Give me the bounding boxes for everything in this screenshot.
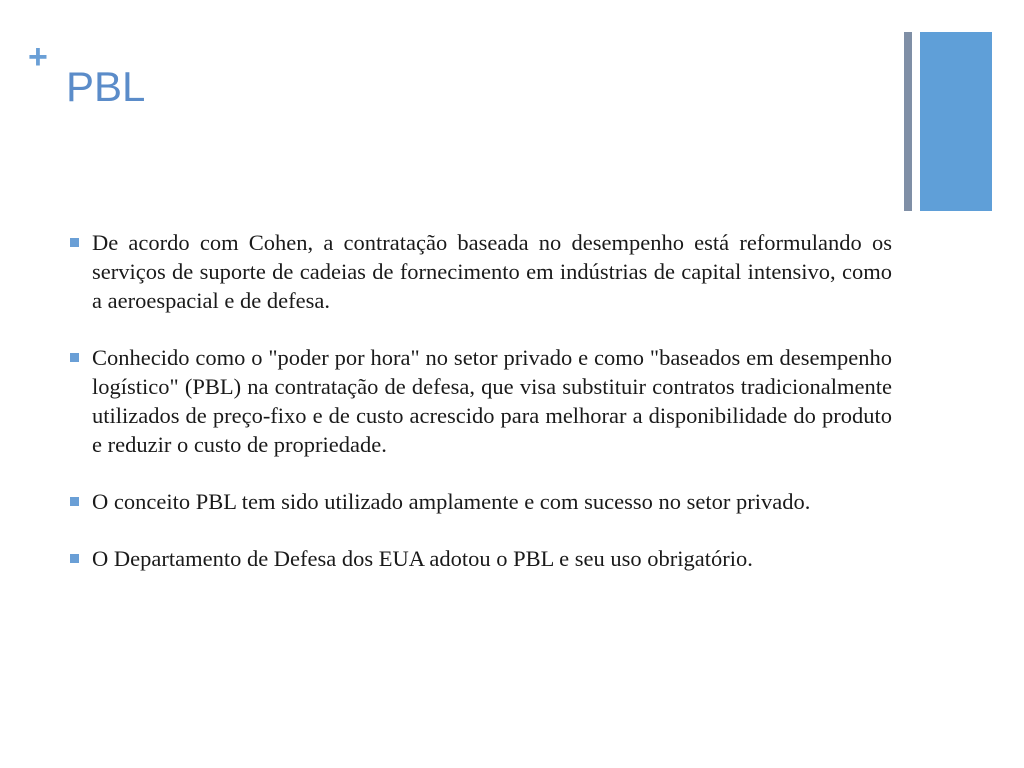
bullet-text: De acordo com Cohen, a contratação baseada no desempenho está reformulando os serviços de suporte de cadeias de fornecimento em indústrias de capital intensivo, como a aeroespacial e de defesa.: [92, 230, 892, 313]
plus-icon: +: [28, 38, 48, 76]
square-bullet-icon: [70, 238, 79, 247]
bullet-item: [68, 487, 892, 516]
bullet-item: [68, 343, 892, 459]
decorative-accent-block: [920, 32, 992, 211]
bullet-text: O conceito PBL tem sido utilizado amplamente e com sucesso no setor privado.: [92, 489, 811, 514]
slide-title: PBL: [66, 63, 146, 110]
bullet-list: [68, 228, 892, 601]
bullet-text: O Departamento de Defesa dos EUA adotou o PBL e seu uso obrigatório.: [92, 546, 753, 571]
square-bullet-icon: [70, 353, 79, 362]
bullet-item: [68, 544, 892, 573]
bullet-item: [68, 228, 892, 315]
bullet-text: Conhecido como o "poder por hora" no setor privado e como "baseados em desempenho logístico" (PBL) na contratação de defesa, que visa substituir contratos tradicionalmente utilizados de preço-fixo e de custo acrescido para melhorar a disponibilidade do produto e reduzir o custo de propriedade.: [92, 345, 892, 457]
decorative-thin-bar: [904, 32, 912, 211]
square-bullet-icon: [70, 497, 79, 506]
square-bullet-icon: [70, 554, 79, 563]
